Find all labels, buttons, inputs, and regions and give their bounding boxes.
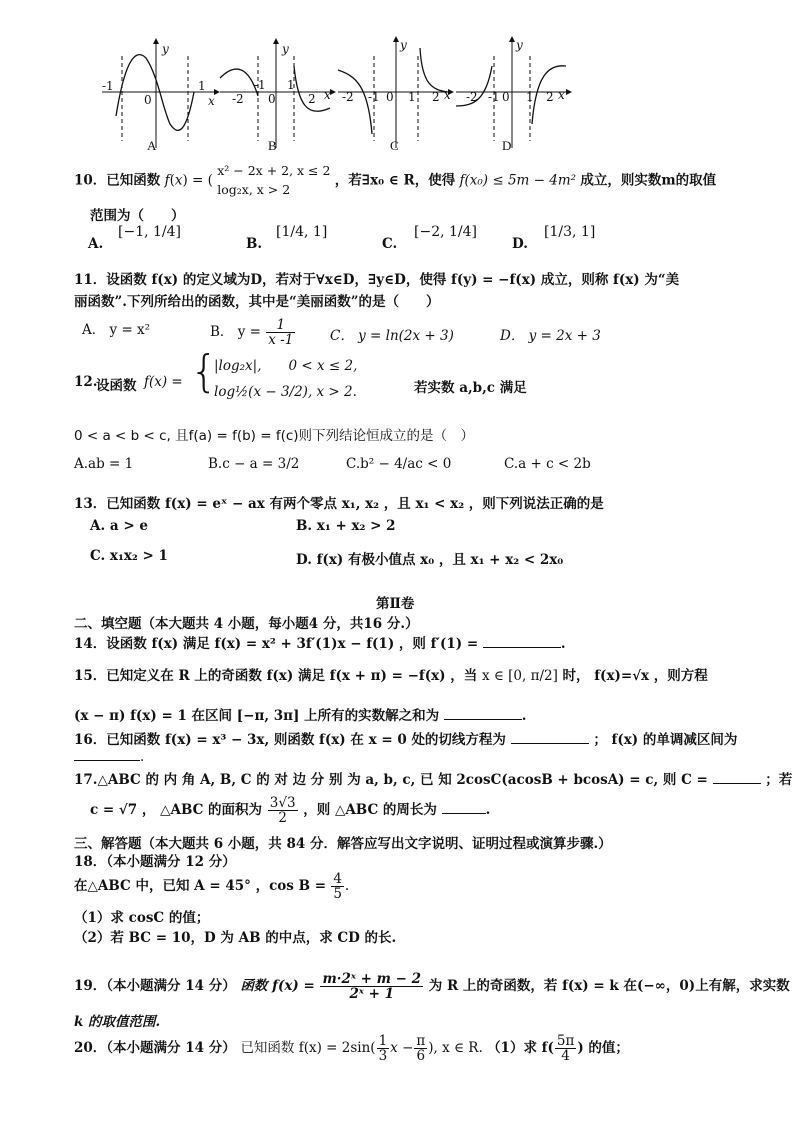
- graph-d-y-label: y: [516, 38, 523, 52]
- question-12-options: [74, 456, 634, 482]
- question-number: 19．: [74, 978, 107, 995]
- graph-d-tick: -1: [488, 90, 500, 104]
- question-text: 若实数 a,b,c 满足: [414, 380, 527, 396]
- question-number: 10．: [74, 172, 107, 189]
- graph-b-x-label: x: [324, 88, 331, 102]
- option-b-value[interactable]: [1/4, 1]: [276, 224, 328, 240]
- question-13: [74, 492, 604, 512]
- option-c[interactable]: C.b² − 4/ac < 0: [346, 456, 452, 472]
- question-11-line2: 丽函数”.下列所给出的函数，其中是“美丽函数”的是（ ）: [74, 294, 440, 310]
- question-number: 12.: [74, 374, 98, 390]
- question-text: 为 R 上的奇函数，若 f(x) = k 在(−∞，0)上有解，求实数: [428, 978, 790, 995]
- graph-d-tick: 1: [526, 90, 534, 104]
- question-12-condition: 0 < a < b < c, 且f(a) = f(b) = f(c)则下列结论恒成立的是（ ）: [74, 428, 475, 444]
- question-number: 16．: [74, 732, 107, 748]
- question-text: ，则 △ABC 的周长为: [303, 802, 437, 819]
- option-a-value[interactable]: [−1, 1/4]: [118, 224, 182, 240]
- question-20: 20．（本小题满分 14 分） 已知函数 f(x) = 2sin( $\frac{1}{3}$ x − $\frac{\pi}{6}$ ), x ∈ R. （1）求 f( $\frac{5\pi}{4}$ ) 的值；: [74, 1033, 629, 1065]
- graph-c-x-label: x: [444, 88, 451, 102]
- graph-b-tick: -2: [232, 92, 244, 106]
- question-19-line2: k 的取值范围.: [74, 1014, 161, 1030]
- question-text: 时， f(x)=√x ，则方程: [562, 668, 708, 684]
- piece-2: log½(x − 3/2), x > 2.: [214, 384, 357, 400]
- question-18-text: 在△ABC 中，已知 A = 45° ，cos B = $\frac{4}{5}$ .: [74, 871, 350, 903]
- question-text: 已知函数 f(x) = x³ − 3x, 则函数 f(x) 在 x = 0 处的切线方程为: [106, 732, 506, 748]
- question-17: [74, 768, 792, 788]
- question-11-options: [82, 318, 642, 348]
- answer-blank[interactable]: [511, 731, 589, 744]
- question-16-line2: .: [74, 748, 144, 765]
- question-number: 17.: [74, 772, 98, 788]
- condition: f(x₀) ≤ 5m − 4m²: [459, 172, 577, 189]
- question-text: 成立，则实数m的取值: [580, 172, 717, 189]
- graph-label-d: D: [502, 138, 512, 153]
- option-c[interactable]: C． y = ln(2x + 3): [330, 328, 454, 344]
- option-d[interactable]: D． y = 2x + 3: [500, 328, 601, 344]
- piece-1: |log₂x|, 0 < x ≤ 2,: [214, 358, 358, 374]
- option-d-value[interactable]: [1/3, 1]: [544, 224, 596, 240]
- piece-1: x² − 2x + 2, x ≤ 2: [217, 163, 331, 178]
- graph-a-x-label: x: [208, 94, 215, 108]
- answer-blank[interactable]: [74, 748, 140, 761]
- question-text: 已知函数: [106, 172, 161, 189]
- option-c-label[interactable]: C.: [382, 236, 398, 252]
- question-18-sub1: （1）求 cosC 的值；: [74, 910, 210, 926]
- option-a-label[interactable]: A.: [88, 236, 104, 252]
- fill-in-header: 二、填空题（本大题共 4 小题，每小题4 分，共16 分.）: [74, 616, 419, 632]
- question-text: △ABC 的 内 角 A, B, C 的 对 边 分 别 为 a, b, c, 已 知 2cosC(acosB + bcosA) = c, 则 C =: [97, 772, 708, 788]
- question-number: 15．: [74, 668, 107, 684]
- graph-c-tick: -1: [368, 90, 380, 104]
- question-text: 已知定义在 R 上的奇函数 f(x) 满足 f(x + π) = −f(x) ，当: [106, 668, 478, 684]
- question-18-sub2: （2）若 BC = 10，D 为 AB 的中点，求 CD 的长.: [74, 930, 397, 946]
- graph-a-y-label: y: [162, 42, 169, 56]
- answer-blank[interactable]: [713, 771, 761, 784]
- graph-label-b: B: [268, 138, 277, 153]
- option-b[interactable]: B. x₁ + x₂ > 2: [296, 518, 396, 534]
- question-16: [74, 728, 737, 748]
- question-number: 11．: [74, 272, 107, 288]
- graph-b-tick: 1: [287, 78, 295, 92]
- answer-blank[interactable]: [442, 801, 486, 814]
- question-number: 20．: [74, 1040, 107, 1057]
- graph-d-tick: -2: [466, 90, 478, 104]
- question-11: [74, 268, 679, 288]
- question-text: ，若∃x₀ ∈ R，使得: [334, 172, 456, 189]
- answer-blank[interactable]: [444, 707, 522, 720]
- graph-c-y-label: y: [400, 38, 407, 52]
- sub-question-1: （1）求 f( $\frac{5\pi}{4}$ ) 的值；: [487, 1033, 629, 1065]
- question-10: 10．已知函数 f(x) = ( x² − 2x + 2, x ≤ 2 log₂x, x > 2 ，若∃x₀ ∈ R，使得 f(x₀) ≤ 5m − 4m² 成立，则实数m的取值: [74, 162, 716, 200]
- graph-a-tick: 0: [144, 93, 152, 107]
- question-15-line2: (x − π) f(x) = 1 在区间 [−π, 3π] 上所有的实数解之和为 .: [74, 708, 527, 724]
- question-text: 已知函数 f(x) = eˣ − ax 有两个零点 x₁, x₂ ，且 x₁ < x₂ ，则下列说法正确的是: [106, 496, 604, 512]
- question-10-line2: 范围为（ ）: [90, 208, 185, 224]
- question-17-line2: c = √7 ， △ABC 的面积为 $\frac{3√3}{2}$ ，则 △ABC 的周长为 .: [90, 795, 491, 827]
- brace: {: [190, 346, 218, 397]
- question-text: c = √7 ， △ABC 的面积为: [90, 802, 263, 819]
- graph-c-tick: 0: [386, 90, 394, 104]
- graph-c-tick: 1: [408, 90, 416, 104]
- option-d[interactable]: C.a + c < 2b: [504, 456, 591, 472]
- graph-d-tick: 2: [546, 90, 554, 104]
- graph-b-tick: 0: [268, 92, 276, 106]
- question-text: 已知函数 f(x) = 2sin(: [240, 1040, 376, 1057]
- option-b[interactable]: B.c − a = 3/2: [208, 456, 300, 472]
- graph-b-tick: 2: [308, 92, 316, 106]
- part-3-header: 三、解答题（本大题共 6 小题，共 84 分．解答应写出文字说明、证明过程或演算步骤.）: [74, 836, 612, 852]
- graph-a-tick: -1: [102, 79, 114, 93]
- answer-blank[interactable]: [483, 635, 561, 648]
- option-b[interactable]: B． y = $\frac{1}{x -1}$: [210, 317, 294, 349]
- question-text: (x − π) f(x) = 1 在区间 [−π, 3π] 上所有的实数解之和为: [74, 708, 440, 724]
- question-14: 14．设函数 f(x) 满足 f(x) = x² + 3f′(1)x − f(1) ，则 f′(1) = .: [74, 636, 566, 652]
- question-number: 13．: [74, 496, 107, 512]
- question-text: 函数 f(x) =: [240, 978, 315, 995]
- graph-a-tick: 1: [198, 79, 206, 93]
- question-text: 设函数 f(x) 满足 f(x) = x² + 3f′(1)x − f(1) ，则 f′(1) =: [106, 636, 479, 652]
- graph-d-tick: 0: [502, 90, 510, 104]
- option-c-value[interactable]: [−2, 1/4]: [414, 224, 478, 240]
- question-text: 设函数: [96, 378, 137, 394]
- question-text: 在△ABC 中，已知 A = 45° ，cos B =: [74, 878, 327, 895]
- question-18-title: [74, 850, 236, 870]
- option-d[interactable]: D. f(x) 有极小值点 x₀ ，且 x₁ + x₂ < 2x₀: [296, 552, 564, 568]
- option-a[interactable]: A.ab = 1: [74, 456, 134, 472]
- option-b-label[interactable]: B.: [246, 236, 263, 252]
- question-number: 18．: [74, 854, 107, 870]
- question-text: ； f(x) 的单调减区间为: [593, 732, 738, 748]
- question-15: [74, 664, 708, 684]
- question-text: ；若: [765, 772, 793, 788]
- option-d-label[interactable]: D.: [512, 236, 528, 252]
- graph-c-tick: -2: [342, 90, 354, 104]
- option-a[interactable]: A. a > e: [90, 518, 148, 534]
- question-text: 设函数 f(x) 的定义域为D，若对于∀x∈D，∃y∈D，使得 f(y) = −f(x) 成立，则称 f(x) 为“美: [106, 272, 680, 288]
- part-2-title: 第Ⅱ卷: [376, 596, 415, 612]
- piece-2: log₂x, x > 2: [217, 181, 291, 197]
- question-score: （本小题满分 14 分）: [106, 1040, 236, 1057]
- question-score: （本小题满分 14 分）: [106, 978, 236, 995]
- option-c[interactable]: C. x₁x₂ > 1: [90, 548, 168, 564]
- graph-label-c: C: [390, 138, 399, 153]
- graph-a: [96, 36, 220, 154]
- question-13-options-row1: [90, 518, 610, 540]
- graph-d-x-label: x: [558, 88, 565, 102]
- interval: x ∈ [0, π/2]: [481, 668, 558, 684]
- graph-b-y-label: y: [282, 42, 289, 56]
- graph-b-tick: -1: [254, 78, 266, 92]
- graph-c-tick: 2: [432, 90, 440, 104]
- question-13-options-row2: [90, 548, 610, 570]
- question-score: （本小题满分 12 分）: [106, 854, 236, 870]
- function-name: f(x) =: [144, 374, 183, 390]
- graph-label-a: A: [147, 138, 157, 153]
- question-number: 14．: [74, 636, 107, 652]
- option-a[interactable]: A． y = x²: [82, 322, 151, 338]
- question-19: 19．（本小题满分 14 分） 函数 f(x) = $\frac{\text{m·2ˣ + m − 2}}{\text{2ˣ + 1}}$ 为 R 上的奇函数，若 f(x) = k 在(−∞，0)上有解，求实数: [74, 971, 790, 1003]
